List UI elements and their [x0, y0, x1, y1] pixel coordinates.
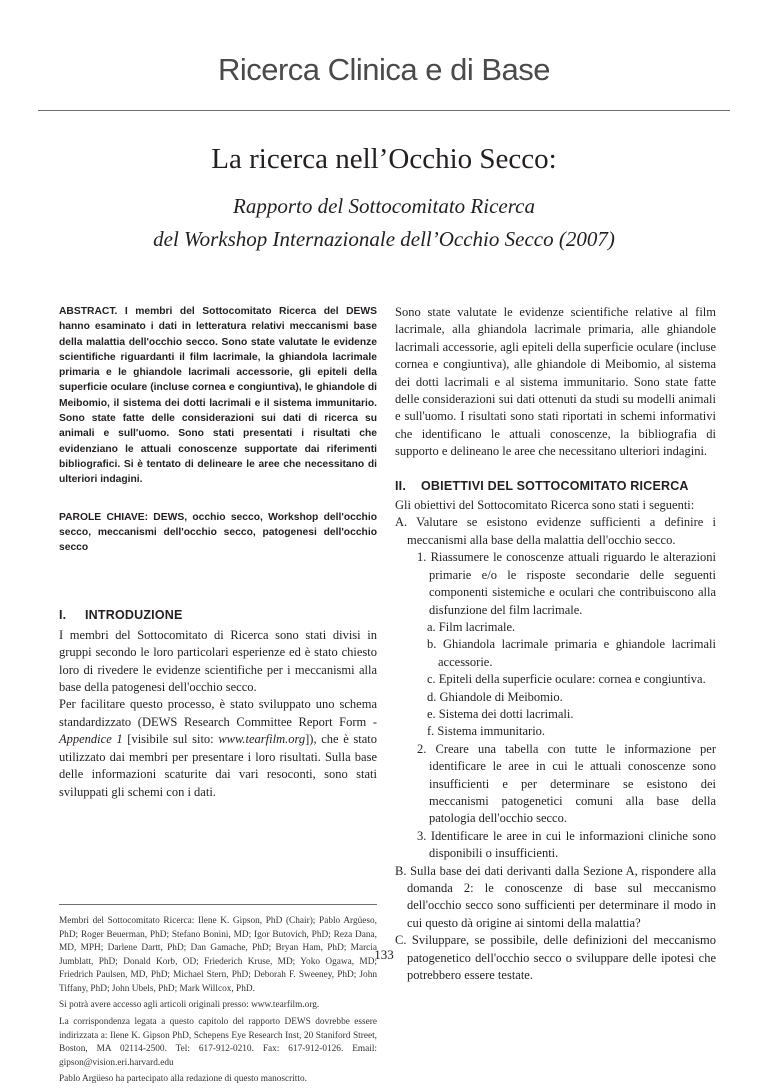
- article-subtitle: [0, 190, 768, 256]
- objective-a-1-a: a. Film lacrimale.: [427, 619, 516, 634]
- objective-a-1-b: b. Ghiandola lacrimale primaria e ghiandole lacrimali accessorie.: [427, 637, 716, 669]
- subtitle-line-1: Rapporto del Sottocomitato Ricerca: [233, 194, 535, 218]
- footnote-members: Membri del Sottocomitato Ricerca: Ilene K. Gipson, PhD (Chair); Pablo Argüeso, PhD; Roger Beuerman, PhD; Stefano Bonini, MD; Igor Butovich, PhD; Reza Dana, MD, MPH; Darlene Dartt, PhD; Dan Gamache, PhD; Bryan Ham, PhD; Marcia Jumblatt, PhD; Donald Korb, OD; Friederich Kruse, MD; Yoko Ogawa, MD; Friedrich Paulsen, MD, PhD; Michael Stern, PhD; Deborah F. Sweeney, PhD; John Tiffany, PhD; John Ubels, PhD; Mark Willcox, PhD.: [59, 915, 377, 994]
- objective-a-1-c: c. Epiteli della superficie oculare: cornea e congiuntiva.: [427, 672, 706, 687]
- website-reference: www.tearfilm.org: [218, 732, 306, 747]
- intro-p2-before: Per facilitare questo processo, è stato sviluppato uno schema standardizzato (DEWS Research Committee Report Form -: [59, 697, 377, 729]
- intro-p2-middle: [visibile sul sito:: [122, 732, 219, 747]
- footnote-access: Si potrà avere accesso agli articoli originali presso: www.tearfilm.org.: [59, 1000, 320, 1011]
- subtitle-line-2: del Workshop Internazionale dell’Occhio Secco (2007): [153, 227, 615, 251]
- intro-heading-text: INTRODUZIONE: [85, 608, 183, 623]
- right-intro-paragraph: Sono state valutate le evidenze scientifiche relative al film lacrimale, alla ghiandola lacrimale primaria, alle ghiandole lacrimali accessorie, agli epiteli della superficie oculare (incluse cornea e congiuntiva), alle ghiandole di Meibomio, al sistema dei dotti lacrimali e al sistema immunitario. Sono state fatte delle considerazioni sui dati ottenuti da studi su modelli animali e sull'uomo. I risultati sono stati riportati in schemi informativi che identificano le attuali conoscenze, la bibliografia di supporto e delineano le aree che necessitano ulteriori indagini.: [395, 305, 716, 459]
- objective-a-1-e: e. Sistema dei dotti lacrimali.: [427, 706, 574, 721]
- objectives-heading-text: OBIETTIVI DEL SOTTOCOMITATO RICERCA: [421, 478, 689, 493]
- objective-a-1-f: f. Sistema immunitario.: [427, 724, 546, 739]
- intro-number: I.: [59, 608, 67, 623]
- objective-a-2: 2. Creare una tabella con tutte le informazione per identificare le aree in cui le attuali conoscenze sono insufficienti e per determinare se esistono dei meccanismi patogenetici comuni alla base della patologia dell'occhio secco.: [417, 741, 716, 826]
- objective-a: A. Valutare se esistono evidenze sufficienti a definire i meccanismi alla base della malattia dell'occhio secco.: [395, 515, 716, 547]
- page-number: 133: [374, 947, 394, 962]
- footnote-editorial: Pablo Argüeso ha partecipato alla redazione di questo manoscritto.: [59, 1074, 307, 1085]
- objective-b: B. Sulla base dei dati derivanti dalla Sezione A, rispondere alla domanda 2: le conoscenze di base sul meccanismo dell'occhio secco sono sufficienti per determinare il modo in cui questo dà origine ai sintomi della malattia?: [395, 863, 716, 930]
- objective-a-1: 1. Riassumere le conoscenze attuali riguardo le alterazioni primarie e/o le risposte secondarie delle seguenti componenti sistemiche e oculari che contribuiscono alla disfunzione del film lacrimale.: [417, 550, 716, 617]
- right-column: [395, 304, 716, 984]
- objective-a-3: 3. Identificare le aree in cui le informazioni cliniche sono disponibili o insufficienti.: [417, 828, 716, 861]
- objective-c: C. Sviluppare, se possibile, delle definizioni del meccanismo patogenetico dell'occhio secco o sviluppare delle ipotesi che potrebbero essere testate.: [395, 933, 716, 983]
- footnote-correspondence: La corrispondenza legata a questo capitolo del rapporto DEWS dovrebbe essere indirizzata a: Ilene K. Gipson PhD, Schepens Eye Research Inst, 20 Staniford Street, Boston, MA 02114-2500. Tel: 617-912-0210. Fax: 617-912-0126. Email: gipson@vision.eri.harvard.edu: [59, 1017, 377, 1068]
- appendix-reference: Appendice 1: [59, 732, 123, 747]
- intro-p2-after: ]), che è stato utilizzato dai membri per presentare i loro risultati. Sulla base delle informazioni scaturite dai vari resoconti, sono stati sviluppati gli schemi con i dati.: [59, 732, 378, 799]
- objectives-number: II.: [395, 478, 407, 493]
- objectives-lead: Gli obiettivi del Sottocomitato Ricerca sono stati i seguenti:: [395, 498, 695, 513]
- header-divider: [38, 110, 730, 111]
- section-title: Ricerca Clinica e di Base: [217, 52, 551, 87]
- objective-a-1-d: d. Ghiandole di Meibomio.: [427, 689, 563, 704]
- intro-paragraph-2: [59, 696, 377, 800]
- footnote-divider: [59, 904, 377, 905]
- abstract: ABSTRACT. I membri del Sottocomitato Ricerca del DEWS hanno esaminato i dati in letteratura relativi meccanismi base della malattia dell'occhio secco. Sono state valutate le evidenze scientifiche riguardanti il film lacrimale, la ghiandola lacrimale primaria e le ghiandole lacrimali accessorie, gli epiteli della superficie oculare (incluse cornea e congiuntiva), le ghiandole di Meibomio, il sistema dei dotti lacrimali e il sistema immunitario. Sono state fatte delle considerazioni sui dati di ricerca su animali e sull'uomo. Sono stati presentati i risultati che evidenziano le attuali conoscenze supportate dai riferimenti bibliografici. Si è tentato di delineare le aree che necessitano di ulteriori indagini.: [59, 306, 377, 486]
- left-column: [59, 304, 377, 1090]
- objectives-heading: [395, 478, 716, 495]
- intro-paragraph-1: I membri del Sottocomitato di Ricerca sono stati divisi in gruppi secondo le loro particolari esperienze ed è stato chiesto loro di rivedere le evidenze scientifiche per i meccanismi alla base della patogenesi dell'occhio secco.: [59, 627, 377, 695]
- article-title: La ricerca nell’Occhio Secco:: [211, 143, 557, 175]
- keywords: PAROLE CHIAVE: DEWS, occhio secco, Workshop dell'occhio secco, meccanismi dell'occhio secco, patogenesi dell'occhio secco: [59, 511, 377, 554]
- intro-heading: [59, 607, 377, 624]
